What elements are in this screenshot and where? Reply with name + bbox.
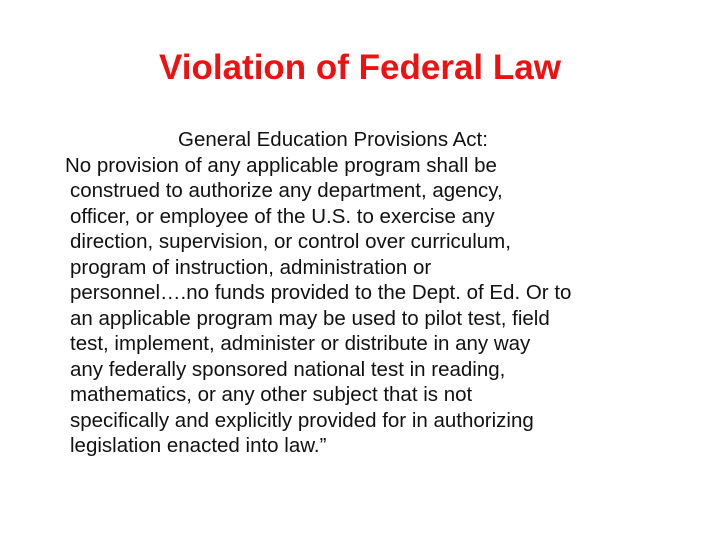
body-line: test, implement, administer or distribute in any way: [70, 332, 531, 355]
body-line: specifically and explicitly provided for in authorizing: [70, 408, 534, 432]
body-line: legislation enacted into law.”: [70, 434, 327, 457]
body-line: personnel….no funds provided to the Dept. of Ed. Or to: [70, 281, 572, 304]
body-line: officer, or employee of the U.S. to exercise any: [70, 204, 495, 228]
body-line: any federally sponsored national test in reading,: [70, 357, 506, 381]
act-heading: General Education Provisions Act:: [178, 128, 488, 151]
body-line: No provision of any applicable program shall be: [65, 153, 497, 177]
slide-body: [65, 127, 700, 459]
body-line: an applicable program may be used to pilot test, field: [70, 306, 550, 330]
body-line: construed to authorize any department, agency,: [70, 179, 503, 202]
body-line: mathematics, or any other subject that is not: [70, 383, 473, 406]
slide-title: Violation of Federal Law: [159, 48, 561, 87]
body-line: direction, supervision, or control over curriculum,: [70, 230, 511, 253]
body-line: program of instruction, administration or: [70, 255, 432, 279]
